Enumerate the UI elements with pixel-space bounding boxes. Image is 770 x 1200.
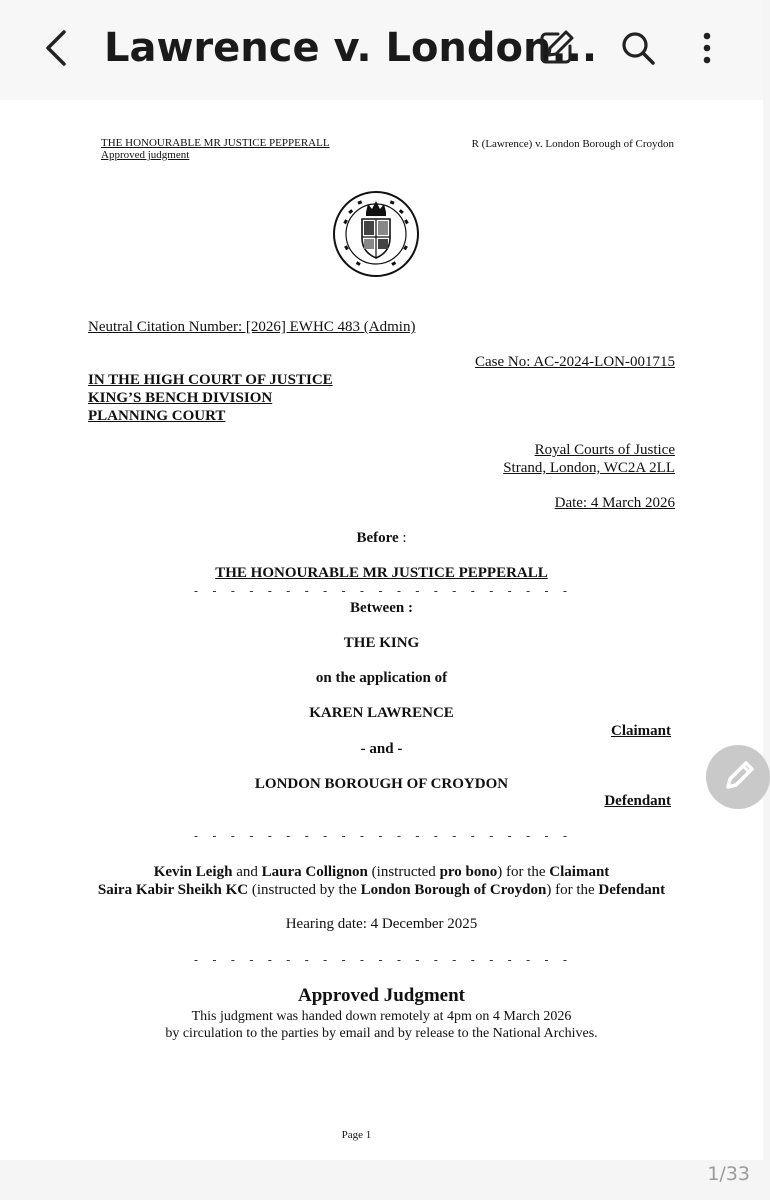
search-icon[interactable]: [618, 28, 658, 68]
before-colon: :: [398, 530, 407, 546]
back-chevron-icon[interactable]: [36, 26, 80, 70]
court-line-3: PLANNING COURT: [88, 408, 226, 424]
defendant-role: Defendant: [604, 793, 671, 809]
counsel-and: and: [232, 864, 262, 880]
counsel1-instr-close: ) for the: [497, 864, 550, 880]
counsel2-party: Defendant: [598, 882, 666, 898]
header-judge: THE HONOURABLE MR JUSTICE PEPPERALL: [101, 137, 330, 149]
counsel2-instr-open: (instructed by the: [248, 882, 361, 898]
counsel-name-3: Saira Kabir Sheikh KC: [97, 882, 249, 898]
handed-down-notice: [0, 1008, 763, 1042]
before-label: [0, 529, 763, 547]
between-label: Between :: [350, 600, 413, 616]
running-header-left: [101, 137, 330, 161]
the-king: THE KING: [343, 635, 420, 651]
edit-icon[interactable]: [536, 28, 576, 68]
case-number: Case No: AC-2024-LON-001715: [475, 354, 675, 370]
page-footer: Page 1: [341, 1129, 372, 1141]
before-text: Before: [356, 530, 399, 546]
royal-courts-seal-icon: [332, 182, 420, 282]
hearing-date: Hearing date: 4 December 2025: [285, 916, 478, 932]
running-header-right: R (Lawrence) v. London Borough of Croydon: [471, 138, 674, 150]
counsel1-party: Claimant: [549, 864, 610, 880]
neutral-citation: Neutral Citation Number: [2026] EWHC 483 (Admin): [88, 319, 416, 335]
address-line-2: Strand, London, WC2A 2LL: [503, 460, 675, 476]
counsel2-instr: London Borough of Croydon: [360, 882, 547, 898]
counsel1-instr-open: (instructed: [367, 864, 440, 880]
approved-judgment-title: Approved Judgment: [298, 985, 465, 1006]
annotate-button[interactable]: [706, 745, 770, 809]
counsel-name-2: Laura Collignon: [261, 864, 368, 880]
court-line-1: IN THE HIGH COURT OF JUSTICE: [88, 372, 333, 388]
more-vertical-icon[interactable]: [690, 28, 724, 68]
counsel2-instr-close: ) for the: [546, 882, 599, 898]
claimant-name: KAREN LAWRENCE: [309, 705, 454, 721]
counsel1-instr: pro bono: [439, 864, 498, 880]
separator-1: - - - - - - - - - - - - - - - - - - - - -: [192, 584, 571, 598]
court-line-2: KING’S BENCH DIVISION: [88, 390, 273, 406]
app-bar: [0, 0, 763, 100]
court-block: [88, 371, 333, 425]
handed-down-line-1: This judgment was handed down remotely at 4pm on 4 March 2026: [191, 1009, 572, 1024]
court-address: [420, 441, 675, 477]
header-approved: Approved judgment: [101, 149, 190, 161]
claimant-role: Claimant: [611, 723, 671, 739]
separator-2: - - - - - - - - - - - - - - - - - - - - -: [192, 829, 571, 843]
judgment-date: Date: 4 March 2026: [554, 495, 675, 511]
counsel-claimant: [0, 863, 763, 881]
counsel-defendant: [0, 881, 763, 899]
on-application: on the application of: [315, 670, 448, 686]
defendant-name: LONDON BOROUGH OF CROYDON: [254, 776, 509, 792]
handed-down-line-2: by circulation to the parties by email and by release to the National Archives.: [165, 1026, 598, 1041]
page-indicator: 1/33: [707, 1163, 750, 1185]
counsel-name-1: Kevin Leigh: [153, 864, 233, 880]
pencil-icon: [706, 745, 770, 809]
separator-3: - - - - - - - - - - - - - - - - - - - - -: [192, 953, 571, 967]
document-title: Lawrence v. London...: [104, 25, 598, 71]
pdf-page[interactable]: [0, 100, 763, 1160]
judge-name: THE HONOURABLE MR JUSTICE PEPPERALL: [215, 565, 548, 581]
address-line-1: Royal Courts of Justice: [534, 442, 675, 458]
and-separator: - and -: [360, 741, 403, 757]
